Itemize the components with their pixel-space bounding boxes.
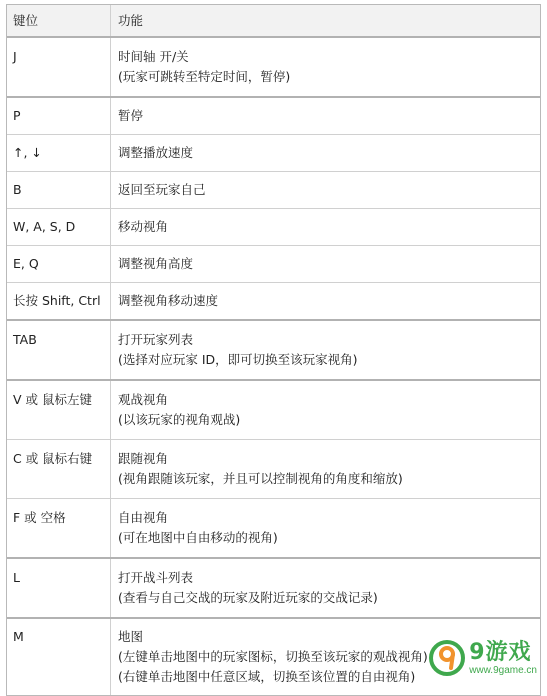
function-title: 返回至玩家自己 [118, 182, 206, 197]
watermark-url: www.9game.cn [469, 664, 537, 676]
function-cell [111, 321, 540, 379]
function-title: 跟随视角 [118, 451, 169, 466]
function-cell [111, 283, 540, 319]
key-cell: TAB [7, 321, 111, 379]
header-key: 键位 [7, 5, 111, 36]
function-cell [111, 559, 540, 617]
key-cell: C 或 鼠标右键 [7, 440, 111, 498]
key-cell: W, A, S, D [7, 209, 111, 245]
table-row [7, 36, 540, 96]
function-cell [111, 135, 540, 171]
watermark-text [469, 641, 537, 676]
key-cell: B [7, 172, 111, 208]
table-header [7, 5, 540, 36]
header-function: 功能 [118, 13, 144, 28]
table-row [7, 245, 540, 282]
function-title: 调整视角高度 [118, 256, 194, 271]
function-title: 打开玩家列表 [118, 332, 194, 347]
key-cell: M [7, 619, 111, 695]
function-note: (选择对应玩家 ID，即可切换至该玩家视角) [118, 352, 358, 367]
table-row [7, 498, 540, 557]
function-note: (视角跟随该玩家，并且可以控制视角的角度和缩放) [118, 471, 403, 486]
table-row [7, 439, 540, 498]
key-cell: P [7, 98, 111, 134]
function-title: 打开战斗列表 [118, 570, 194, 585]
table-row [7, 171, 540, 208]
key-cell: J [7, 38, 111, 96]
function-note: (查看与自己交战的玩家及附近玩家的交战记录) [118, 590, 378, 605]
watermark-brand: 9游戏 [469, 639, 532, 665]
function-cell [111, 209, 540, 245]
function-note: (左键单击地图中的玩家图标，切换至该玩家的观战视角) [118, 649, 428, 664]
function-note: (右键单击地图中任意区域，切换至该位置的自由视角) [118, 669, 416, 684]
function-title: 观战视角 [118, 392, 169, 407]
function-cell [111, 38, 540, 96]
nine-game-logo-icon [429, 640, 465, 676]
table-row [7, 319, 540, 379]
function-note: (以该玩家的视角观战) [118, 412, 241, 427]
key-cell: V 或 鼠标左键 [7, 381, 111, 439]
key-cell: ↑, ↓ [7, 135, 111, 171]
function-title: 地图 [118, 629, 144, 644]
key-cell: L [7, 559, 111, 617]
function-note: (玩家可跳转至特定时间，暂停) [118, 69, 291, 84]
table-row [7, 282, 540, 319]
function-title: 调整视角移动速度 [118, 293, 219, 308]
table-row [7, 208, 540, 245]
key-cell: 长按 Shift, Ctrl [7, 283, 111, 319]
function-title: 调整播放速度 [118, 145, 194, 160]
table-row [7, 134, 540, 171]
function-cell [111, 98, 540, 134]
key-binding-table [6, 4, 541, 696]
function-title: 自由视角 [118, 510, 169, 525]
function-title: 暂停 [118, 108, 144, 123]
function-note: (可在地图中自由移动的视角) [118, 530, 278, 545]
function-cell [111, 440, 540, 498]
function-title: 时间轴 开/关 [118, 49, 189, 64]
function-cell [111, 381, 540, 439]
site-watermark [429, 640, 537, 676]
key-cell: F 或 空格 [7, 499, 111, 557]
function-cell [111, 499, 540, 557]
table-row [7, 96, 540, 134]
function-title: 移动视角 [118, 219, 169, 234]
function-cell [111, 172, 540, 208]
key-cell: E, Q [7, 246, 111, 282]
function-cell [111, 246, 540, 282]
table-row [7, 379, 540, 439]
table-row [7, 557, 540, 617]
